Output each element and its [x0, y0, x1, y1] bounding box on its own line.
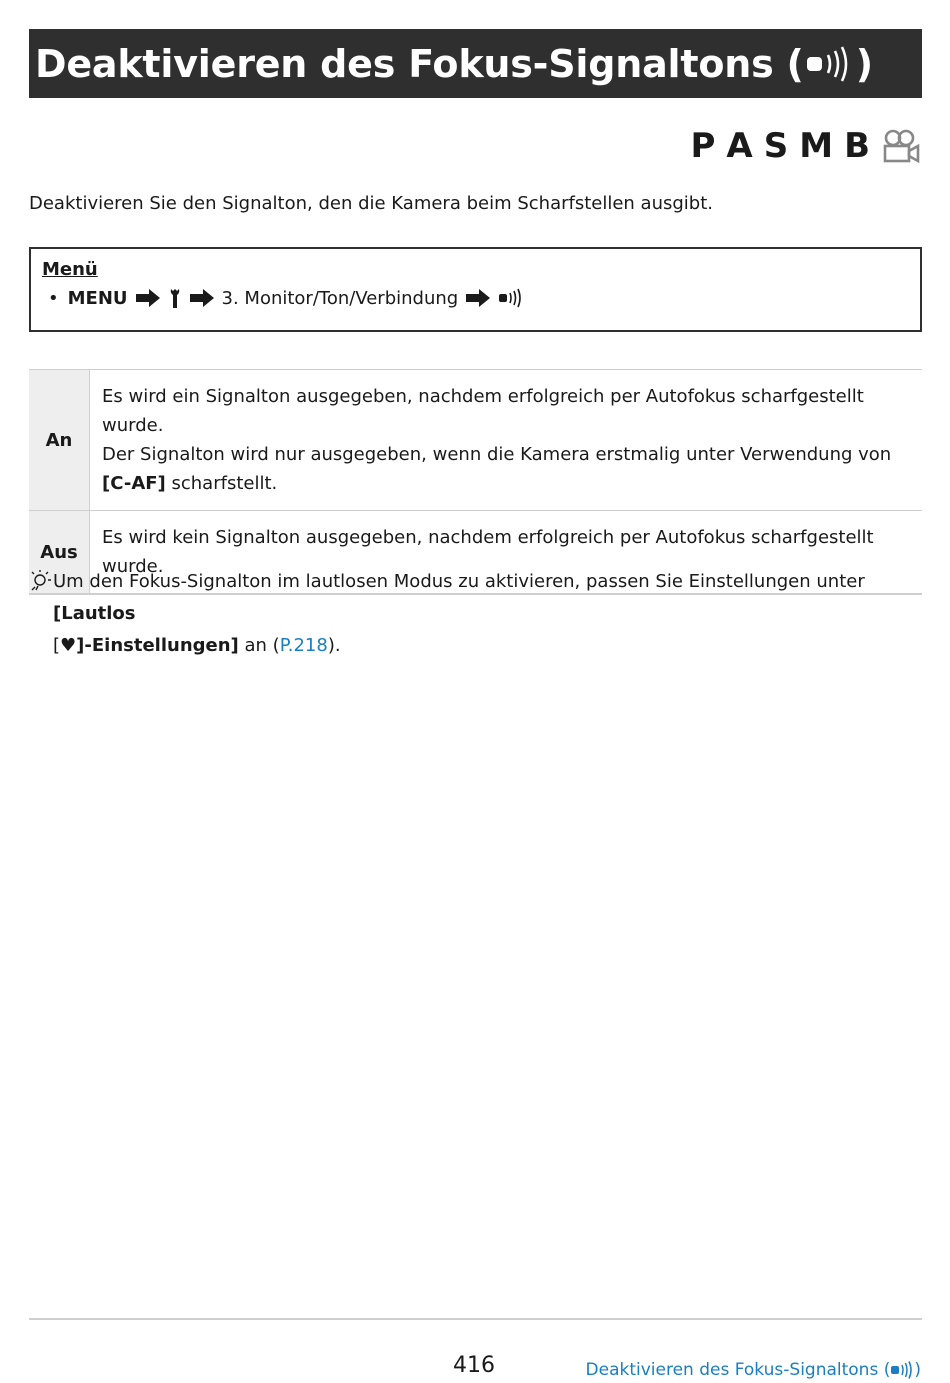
- mode-s: S: [763, 126, 789, 166]
- menu-path-item: 3. Monitor/Ton/Verbindung: [221, 287, 459, 309]
- tip: [29, 566, 922, 662]
- menu-box: [29, 247, 922, 332]
- option-key: An: [29, 370, 90, 511]
- arrow-right-icon: [465, 288, 491, 308]
- intro-text: Deaktivieren Sie den Signalton, den die Kamera beim Scharfstellen ausgibt.: [29, 193, 713, 214]
- page-link[interactable]: P.218: [279, 635, 328, 656]
- footer-section-title: Deaktivieren des Fokus-Signaltons (: [585, 1360, 891, 1380]
- table-row: [29, 370, 922, 511]
- tip-text-start: Um den Fokus-Signalton im lautlosen Modus zu aktivieren, passen Sie Einstellungen unter: [53, 571, 865, 592]
- mode-p: P: [690, 126, 716, 166]
- beep-sound-icon: [890, 1361, 914, 1379]
- description-line: Es wird ein Signalton ausgegeben, nachdem erfolgreich per Autofokus scharfgestellt wurde.: [102, 386, 864, 436]
- arrow-right-icon: [135, 288, 161, 308]
- page-title: [35, 42, 873, 86]
- page-number: 416: [453, 1353, 495, 1378]
- tip-text-mid: an (: [238, 635, 280, 656]
- movie-camera-icon: [882, 129, 920, 163]
- tip-text-end: ).: [327, 635, 341, 656]
- tip-bracket: [: [53, 635, 61, 656]
- footer-section-link[interactable]: [586, 1360, 921, 1380]
- footer-divider: [29, 1318, 922, 1320]
- footer-section-title-close: ): [914, 1360, 921, 1380]
- option-description: [90, 370, 923, 511]
- tip-text: [53, 566, 922, 662]
- title-bar: [29, 29, 922, 98]
- tip-setting-name: [Lautlos: [53, 603, 136, 624]
- tip-setting-name-end: ]-Einstellungen]: [76, 635, 239, 656]
- tip-lightbulb-icon: [29, 570, 51, 592]
- menu-path: [42, 287, 909, 309]
- description-line: Es wird kein Signalton ausgegeben, nachdem erfolgreich per Autofokus scharfgestellt wurde.: [102, 527, 874, 577]
- heart-icon: ♥: [60, 635, 77, 656]
- mode-a: A: [726, 126, 753, 166]
- description-text: scharfstellt.: [165, 473, 278, 494]
- menu-label: MENU: [67, 287, 128, 309]
- tip-icon-wrap: [29, 566, 53, 662]
- option-key: Aus: [29, 511, 90, 595]
- page-title-text: Deaktivieren des Fokus-Signaltons (: [35, 41, 804, 86]
- beep-sound-icon: [804, 46, 856, 82]
- options-table: [29, 369, 922, 595]
- description-line: Der Signalton wird nur ausgegeben, wenn die Kamera erstmalig unter Verwendung von: [102, 444, 892, 465]
- bullet: •: [48, 287, 59, 309]
- shooting-modes: [679, 126, 920, 166]
- page-title-close: ): [855, 41, 873, 86]
- wrench-icon: [168, 287, 182, 309]
- description-line: [102, 469, 910, 498]
- menu-title: Menü: [42, 259, 98, 280]
- beep-sound-icon: [498, 288, 524, 308]
- mode-b: B: [844, 126, 870, 166]
- arrow-right-icon: [189, 288, 215, 308]
- af-mode-label: [C-AF]: [102, 473, 166, 494]
- mode-m: M: [799, 126, 834, 166]
